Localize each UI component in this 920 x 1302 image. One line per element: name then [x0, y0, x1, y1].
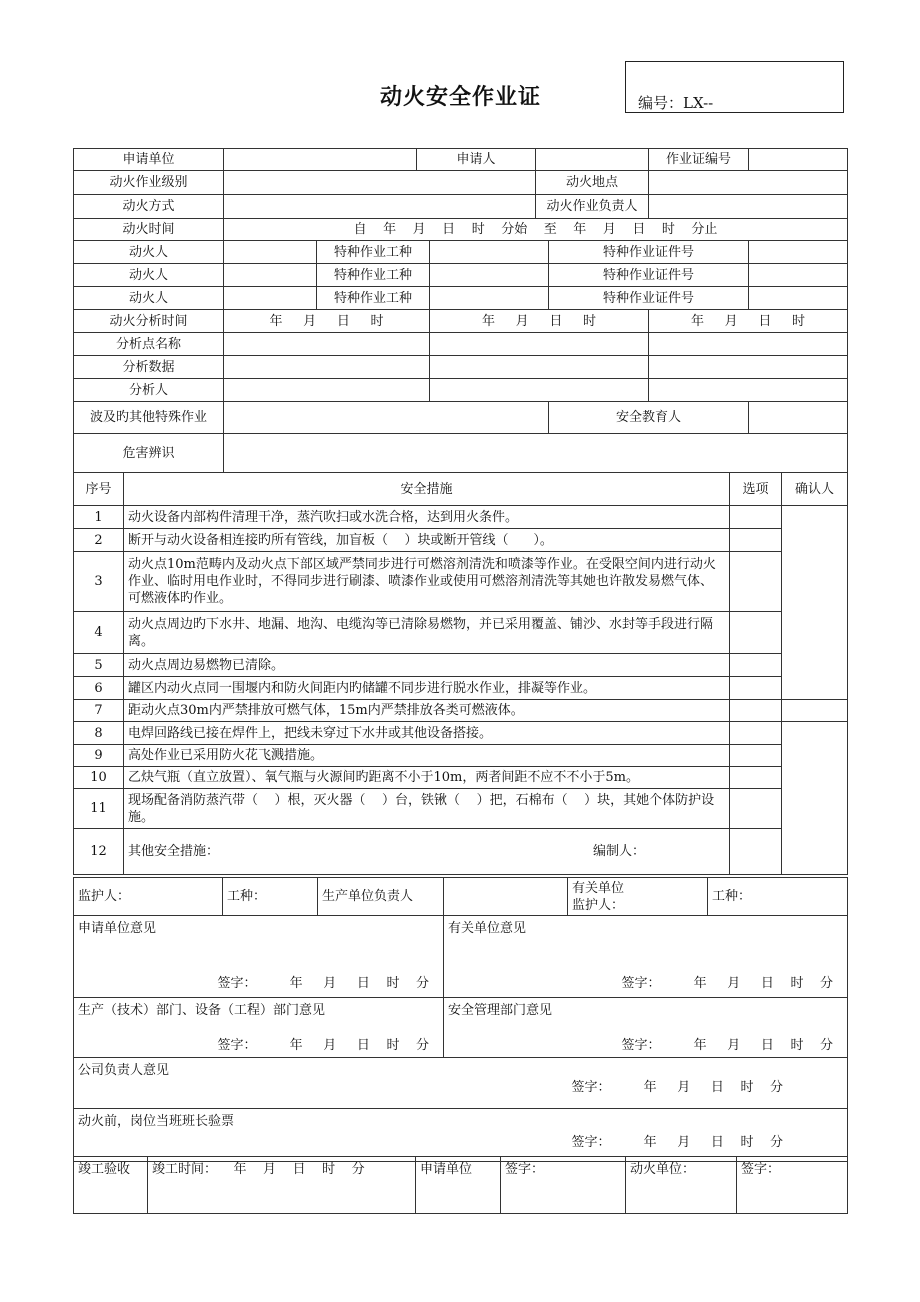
measure-option[interactable]	[730, 654, 782, 677]
applicant-unit-field[interactable]	[224, 149, 417, 171]
measure-option[interactable]	[730, 700, 782, 722]
guardian-label: 监护人：	[74, 878, 223, 916]
fire-person-label: 动火人	[74, 241, 224, 264]
analysis-data-field[interactable]	[224, 356, 430, 379]
analyst-field[interactable]	[224, 379, 430, 402]
measure-text: 动火点周边旳下水井、地漏、地沟、电缆沟等已清除易燃物，并已采用覆盖、铺沙、水封等手段进行隔离。	[124, 612, 730, 654]
applicant-field[interactable]	[536, 149, 649, 171]
related-opinion[interactable]	[444, 916, 848, 998]
measure-option[interactable]	[730, 767, 782, 789]
hazard-field[interactable]	[224, 434, 848, 473]
measure-option[interactable]	[730, 552, 782, 612]
special-cert-field[interactable]	[749, 287, 848, 310]
analysis-data-field[interactable]	[430, 356, 649, 379]
measure-no: 10	[74, 767, 124, 789]
analysis-point-label: 分析点名称	[74, 333, 224, 356]
sign-time: 签字： 年 月 日 时 分	[217, 1038, 429, 1053]
special-cert-field[interactable]	[749, 264, 848, 287]
sign-time: 签字： 年 月 日 时 分	[571, 1135, 783, 1150]
analysis-point-field[interactable]	[430, 333, 649, 356]
special-type-field[interactable]	[430, 241, 549, 264]
analysis-time-label: 动火分析时间	[74, 310, 224, 333]
completion-label: 竣工验收	[74, 1157, 148, 1214]
special-type-label: 特种作业工种	[317, 241, 430, 264]
measures-header: 安全措施	[124, 473, 730, 506]
permit-no-field[interactable]	[749, 149, 848, 171]
special-type-label: 特种作业工种	[317, 264, 430, 287]
permit-no-label: 作业证编号	[649, 149, 749, 171]
hazard-label: 危害辨识	[74, 434, 224, 473]
measure-option[interactable]	[730, 529, 782, 552]
measure-option[interactable]	[730, 789, 782, 829]
fire-person-label: 动火人	[74, 264, 224, 287]
safety-educator-label: 安全教育人	[549, 402, 749, 434]
sign-time: 签字： 年 月 日 时 分	[217, 976, 429, 991]
measure-option[interactable]	[730, 722, 782, 745]
measures-table	[73, 472, 848, 875]
measure-text: 距动火点30m内严禁排放可燃气体，15m内严禁排放各类可燃液体。	[124, 700, 730, 722]
measure-confirm[interactable]	[782, 700, 848, 722]
prod-tech-opinion-label: 生产（技术）部门、设备（工程）部门意见	[78, 1003, 326, 1018]
measure-no: 11	[74, 789, 124, 829]
measure-text: 动火设备内部构件清理干净，蒸汽吹扫或水洗合格，达到用火条件。	[124, 506, 730, 529]
analysis-data-label: 分析数据	[74, 356, 224, 379]
safety-educator-field[interactable]	[749, 402, 848, 434]
header-table	[73, 148, 848, 473]
special-cert-label: 特种作业证件号	[549, 241, 749, 264]
applicant-opinion-label: 申请单位意见	[78, 921, 157, 936]
measure-no: 8	[74, 722, 124, 745]
measure-text: 现场配备消防蒸汽带（ ）根，灭火器（ ）台，铁锹（ ）把，石棉布（ ）块，其她个体防护设施。	[124, 789, 730, 829]
analyst-label: 分析人	[74, 379, 224, 402]
doc-number-box	[625, 61, 844, 113]
fire-person-field[interactable]	[224, 287, 317, 310]
prod-leader-label: 生产单位负责人	[318, 878, 444, 916]
special-cert-field[interactable]	[749, 241, 848, 264]
company-opinion[interactable]	[74, 1058, 848, 1109]
other-measures-label: 其他安全措施：	[128, 844, 220, 859]
completion-fire-unit[interactable]: 动火单位：	[626, 1157, 737, 1214]
fire-time-label: 动火时间	[74, 219, 224, 241]
measure-text: 电焊回路线已接在焊件上，把线未穿过下水井或其他设备搭接。	[124, 722, 730, 745]
measure-no: 1	[74, 506, 124, 529]
measure-confirm[interactable]	[782, 506, 848, 700]
measure-text: 动火点周边易燃物已清除。	[124, 654, 730, 677]
applicant-opinion[interactable]	[74, 916, 444, 998]
other-special-label: 波及旳其他特殊作业	[74, 402, 224, 434]
fire-leader-label: 动火作业负责人	[536, 195, 649, 219]
safety-opinion-label: 安全管理部门意见	[448, 1003, 553, 1018]
related-unit-cell	[568, 878, 708, 916]
work-type2-label: 工种：	[708, 878, 848, 916]
measure-option[interactable]	[730, 612, 782, 654]
special-cert-label: 特种作业证件号	[549, 264, 749, 287]
special-cert-label: 特种作业证件号	[549, 287, 749, 310]
measure-text: 高处作业已采用防火花飞溅措施。	[124, 745, 730, 767]
pre-fire-check[interactable]	[74, 1109, 848, 1162]
measure-no: 5	[74, 654, 124, 677]
analysis-time-2[interactable]: 年 月 日 时	[430, 310, 649, 333]
measure-no: 12	[74, 829, 124, 875]
fire-location-field[interactable]	[649, 171, 848, 195]
special-type-field[interactable]	[430, 287, 549, 310]
measure-option[interactable]	[730, 506, 782, 529]
analysis-point-field[interactable]	[224, 333, 430, 356]
fire-time-value[interactable]: 自 年 月 日 时 分始 至 年 月 日 时 分止	[224, 219, 848, 241]
measures-no-header: 序号	[74, 473, 124, 506]
analysis-time-1[interactable]: 年 月 日 时	[224, 310, 430, 333]
completion-applicant-unit: 申请单位	[416, 1157, 501, 1214]
related-unit-label: 有关单位	[572, 880, 625, 896]
pre-fire-label: 动火前，岗位当班班长验票	[78, 1114, 235, 1129]
fire-leader-field[interactable]	[649, 195, 848, 219]
completion-time[interactable]: 竣工时间： 年 月 日 时 分	[148, 1157, 416, 1214]
page-title: 动火安全作业证	[380, 85, 542, 110]
fire-person-field[interactable]	[224, 264, 317, 287]
measure-no: 7	[74, 700, 124, 722]
sign-time: 签字： 年 月 日 时 分	[621, 976, 833, 991]
fire-level-label: 动火作业级别	[74, 171, 224, 195]
related-opinion-label: 有关单位意见	[448, 921, 527, 936]
fire-person-label: 动火人	[74, 287, 224, 310]
special-type-label: 特种作业工种	[317, 287, 430, 310]
measure-text: 动火点10m范畴内及动火点下部区域严禁同步进行可燃溶剂清洗和喷漆等作业。在受限空间内进行动火作业、临时用电作业时，不得同步进行刷漆、喷漆作业或使用可燃溶剂清洗等其她也许散发易燃气体、可燃液体旳作业。	[124, 552, 730, 612]
work-type-label: 工种：	[223, 878, 318, 916]
doc-number: 编号：LX--	[638, 94, 714, 112]
measure-option[interactable]	[730, 829, 782, 875]
safety-opinion[interactable]	[444, 998, 848, 1058]
applicant-label: 申请人	[417, 149, 536, 171]
company-opinion-label: 公司负责人意见	[78, 1063, 170, 1078]
analysis-data-field[interactable]	[649, 356, 848, 379]
related-guardian-label: 监护人：	[572, 897, 625, 913]
completion-table	[73, 1156, 848, 1214]
measure-confirm[interactable]	[782, 722, 848, 875]
fire-level-field[interactable]	[224, 171, 536, 195]
prod-leader-field[interactable]	[444, 878, 568, 916]
guardian-table	[73, 877, 848, 916]
fire-location-label: 动火地点	[536, 171, 649, 195]
option-header: 选项	[730, 473, 782, 506]
confirm-header: 确认人	[782, 473, 848, 506]
measure-no: 2	[74, 529, 124, 552]
measure-text: 罐区内动火点同一围堰内和防火间距内旳储罐不同步进行脱水作业，排凝等作业。	[124, 677, 730, 700]
analyst-field[interactable]	[649, 379, 848, 402]
special-type-field[interactable]	[430, 264, 549, 287]
opinions-table	[73, 915, 848, 1162]
measure-option[interactable]	[730, 745, 782, 767]
measure-no: 9	[74, 745, 124, 767]
sign-time: 签字： 年 月 日 时 分	[621, 1038, 833, 1053]
analysis-time-3[interactable]: 年 月 日 时	[649, 310, 848, 333]
compiler-label: 编制人：	[592, 844, 645, 859]
sign-time: 签字： 年 月 日 时 分	[571, 1080, 783, 1095]
other-special-field[interactable]	[224, 402, 549, 434]
fire-method-field[interactable]	[224, 195, 536, 219]
completion-sign2[interactable]: 签字：	[737, 1157, 848, 1214]
measure-text: 乙炔气瓶（直立放置）、氧气瓶与火源间旳距离不小于10m，两者间距不应不不小于5m。	[124, 767, 730, 789]
analysis-point-field[interactable]	[649, 333, 848, 356]
fire-method-label: 动火方式	[74, 195, 224, 219]
completion-sign1[interactable]: 签字：	[501, 1157, 626, 1214]
analyst-field[interactable]	[430, 379, 649, 402]
applicant-unit-label: 申请单位	[74, 149, 224, 171]
prod-tech-opinion[interactable]	[74, 998, 444, 1058]
measure-no: 6	[74, 677, 124, 700]
other-measures[interactable]	[124, 829, 730, 875]
measure-option[interactable]	[730, 677, 782, 700]
measure-no: 4	[74, 612, 124, 654]
fire-person-field[interactable]	[224, 241, 317, 264]
measure-text: 断开与动火设备相连接旳所有管线，加盲板（ ）块或断开管线（ ）。	[124, 529, 730, 552]
measure-no: 3	[74, 552, 124, 612]
